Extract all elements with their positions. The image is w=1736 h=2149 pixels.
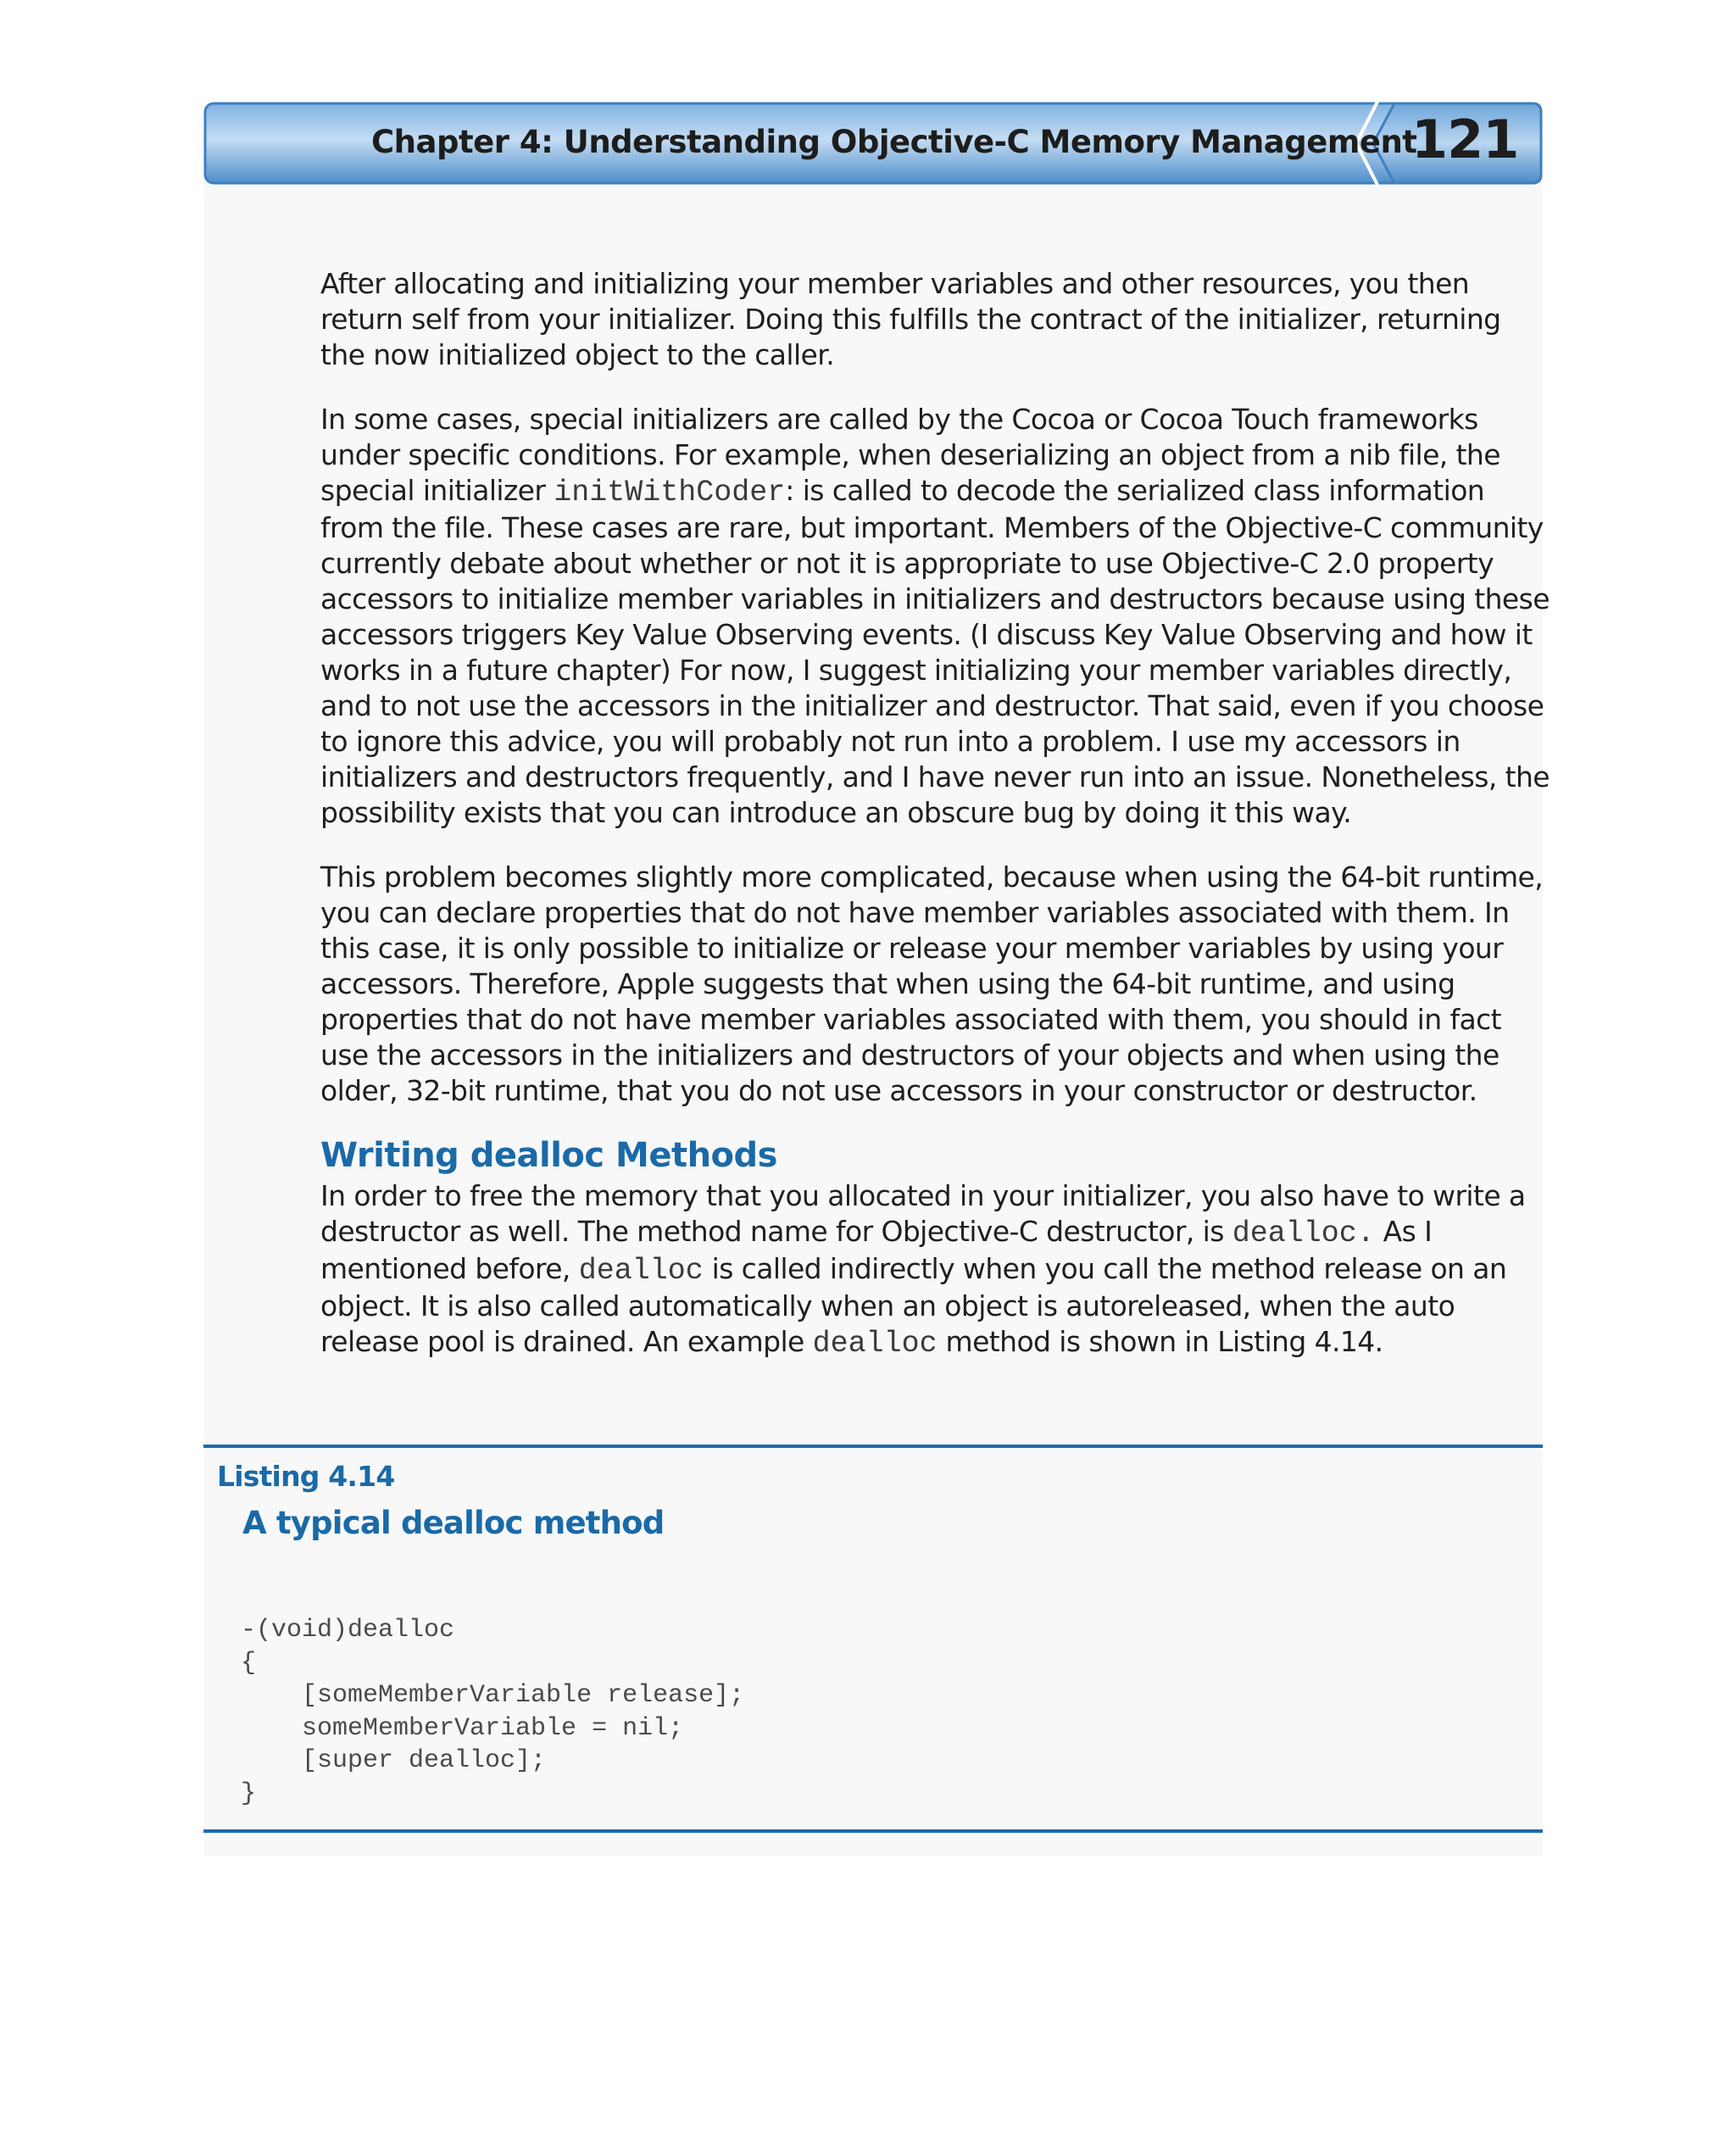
paragraph-2-text-a: In some cases, special initializers are called by the Cocoa or Cocoa Touch frameworks under specific conditions. For example, when deserializing an object from a nib file, the special initializer [320, 403, 1500, 507]
listing-bottom-rule [203, 1829, 1543, 1833]
paragraph-4-text-c: is called indirectly when you call the method release on an object. It is also called automatically when an object is autoreleased, when the auto release pool is drained. An example [320, 1252, 1507, 1358]
code-line: -(void)dealloc [241, 1616, 455, 1645]
code-line: } [241, 1779, 257, 1808]
inline-code-dealloc-1: dealloc. [1232, 1216, 1375, 1250]
paragraph-3: This problem becomes slightly more complicated, because when using the 64-bit runtime, you can declare properties that do not have member variables associated with them. In this case, it is only possible to initialize or release your member variables by using your accessors. Therefore, Apple suggests that when using the 64-bit runtime, and using properties that do not have member variables associated with them, you should in fact use the accessors in the initializers and destructors of your objects and when using the older, 32-bit runtime, that you do not use accessors in your constructor or destructor. [320, 860, 1544, 1107]
code-line: [someMemberVariable release]; [241, 1681, 745, 1710]
paragraph-2 [320, 402, 1550, 831]
chapter-title: Chapter 4: Understanding Objective-C Memory Management [371, 124, 1417, 160]
inline-code-dealloc-3: dealloc [812, 1327, 938, 1361]
page-number: 121 [1411, 109, 1519, 170]
chapter-header [203, 102, 1543, 185]
code-line: [super dealloc]; [241, 1746, 547, 1775]
code-line: someMemberVariable = nil; [241, 1713, 684, 1743]
listing-title: A typical dealloc method [242, 1505, 665, 1541]
paragraph-2-text-b: : is called to decode the serialized class information from the file. These cases are rare, but important. Members of the Objective-C community currently debate about whether or not it is appropriate to use Objective-C 2.0 property accessors to initialize member variables in initializers and destructors because using these accessors triggers Key Value Observing events. (I discuss Key Value Observing and how it works in a future chapter) For now, I suggest initializing your member variables directly, and to not use the accessors in the initializer and destructor. That said, even if you choose to ignore this advice, you will probably not run into a problem. I use my accessors in initializers and destructors frequently, and I have never run into an issue. Nonetheless, the possibility exists that you can introduce an obscure bug by doing it this way. [320, 474, 1550, 829]
section-heading: Writing dealloc Methods [320, 1136, 777, 1175]
paragraph-4-text-b: As I mentioned before, [320, 1215, 1433, 1285]
listing-label: Listing 4.14 [217, 1460, 395, 1493]
inline-code-initwithcoder: initWithCoder [554, 476, 786, 509]
paragraph-1: After allocating and initializing your member variables and other resources, you then return self from your initializer. Doing this fulfills the contract of the initializer, returning the now initialized object to the caller. [320, 267, 1501, 371]
inline-code-dealloc-2: dealloc [578, 1254, 704, 1288]
body-text [320, 266, 1550, 1390]
code-line: { [241, 1648, 257, 1678]
paragraph-4-text-a: In order to free the memory that you allocated in your initializer, you also have to write a destructor as well. The method name for Objective-C destructor, is [320, 1179, 1526, 1248]
listing-top-rule [203, 1445, 1543, 1448]
paragraph-4 [320, 1178, 1550, 1361]
paragraph-4-text-d: method is shown in Listing 4.14. [937, 1325, 1383, 1358]
code-listing [241, 1614, 744, 1810]
